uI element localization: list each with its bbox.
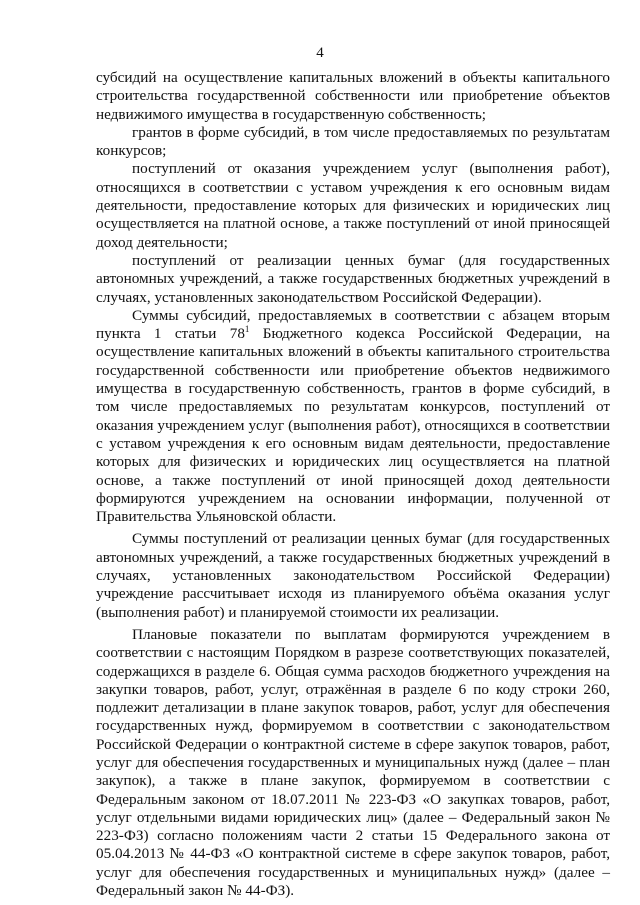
- paragraph-grants: грантов в форме субсидий, в том числе предоставляемых по результатам конкурсов;: [96, 123, 610, 160]
- document-body: [96, 69, 610, 900]
- paragraph-service-revenues: поступлений от оказания учреждением услуг (выполнения работ), относящихся в соответствии с уставом учреждения к его основным видам деятельности, предоставление которых для физических и юридических лиц осуществляется на платной основе, а также поступлений от иной приносящей доход деятельности;: [96, 160, 610, 251]
- paragraph-securities-amounts: Суммы поступлений от реализации ценных бумаг (для государственных автономных учреждений, а также государственных бюджетных учреждений в случаях, установленных законодательством Российской Федерации) учреждение рассчитывает исходя из планируемого объёма оказания услуг (выполнения работ) и планируемой стоимости их реализации.: [96, 530, 610, 621]
- paragraph-subsidy-amounts: [96, 307, 610, 527]
- paragraph-securities-revenues: поступлений от реализации ценных бумаг (для государственных автономных учреждений, а также государственных бюджетных учреждений в случаях, установленных законодательством Российской Федерации).: [96, 251, 610, 306]
- paragraph-planned-payments: Плановые показатели по выплатам формируются учреждением в соответствии с настоящим Порядком в разрезе соответствующих показателей, содержащихся в разделе 6. Общая сумма расходов бюджетного учреждения на закупки товаров, работ, услуг, отражённая в разделе 6 по коду строки 260, подлежит детализации в плане закупок товаров, работ, услуг для обеспечения государственных нужд, формируемом в соответствии с законодательством Российской Федерации о контрактной системе в сфере закупок товаров, работ, услуг для обеспечения государственных и муниципальных нужд (далее – план закупок), а также в плане закупок, формируемом в соответствии с Федеральным законом от 18.07.2011 № 223-ФЗ «О закупках товаров, работ, услуг отдельными видами юридических лиц» (далее – Федеральный закон № 223-ФЗ) согласно положениям части 2 статьи 15 Федерального закона от 05.04.2013 № 44-ФЗ «О контрактной системе в сфере закупок товаров, работ, услуг для обеспечения государственных и муниципальных нужд» (далее – Федеральный закон № 44-ФЗ).: [96, 625, 610, 900]
- subsidy-amounts-text-end: Бюджетного кодекса Российской Федерации, на осуществление капитальных вложений в объекты капитального строительства государственной собственности или приобретение объектов недвижимого имущества в государственную собственность, грантов в форме субсидий, в том числе предоставляемых по результатам конкурсов, поступлений от оказания учреждением услуг (выполнения работ), относящихся в соответствии с уставом учреждения к его основным видам деятельности, предоставление которых для физических и юридических лиц осуществляется на платной основе, а также поступлений от иной приносящей доход деятельности формируются учреждением на основании информации, полученной от Правительства Ульяновской области.: [96, 325, 610, 526]
- paragraph-capital-investment-subsidies: субсидий на осуществление капитальных вложений в объекты капитального строительства государственной собственности или приобретение объектов недвижимого имущества в государственную собственность;: [96, 69, 610, 123]
- page-number: 4: [316, 45, 324, 61]
- subsidy-amounts-text-start: Суммы субсидий, предоставляемых в соответствии с абзацем вторым пункта 1 статьи 78: [96, 306, 610, 343]
- article-superscript: 1: [244, 324, 250, 335]
